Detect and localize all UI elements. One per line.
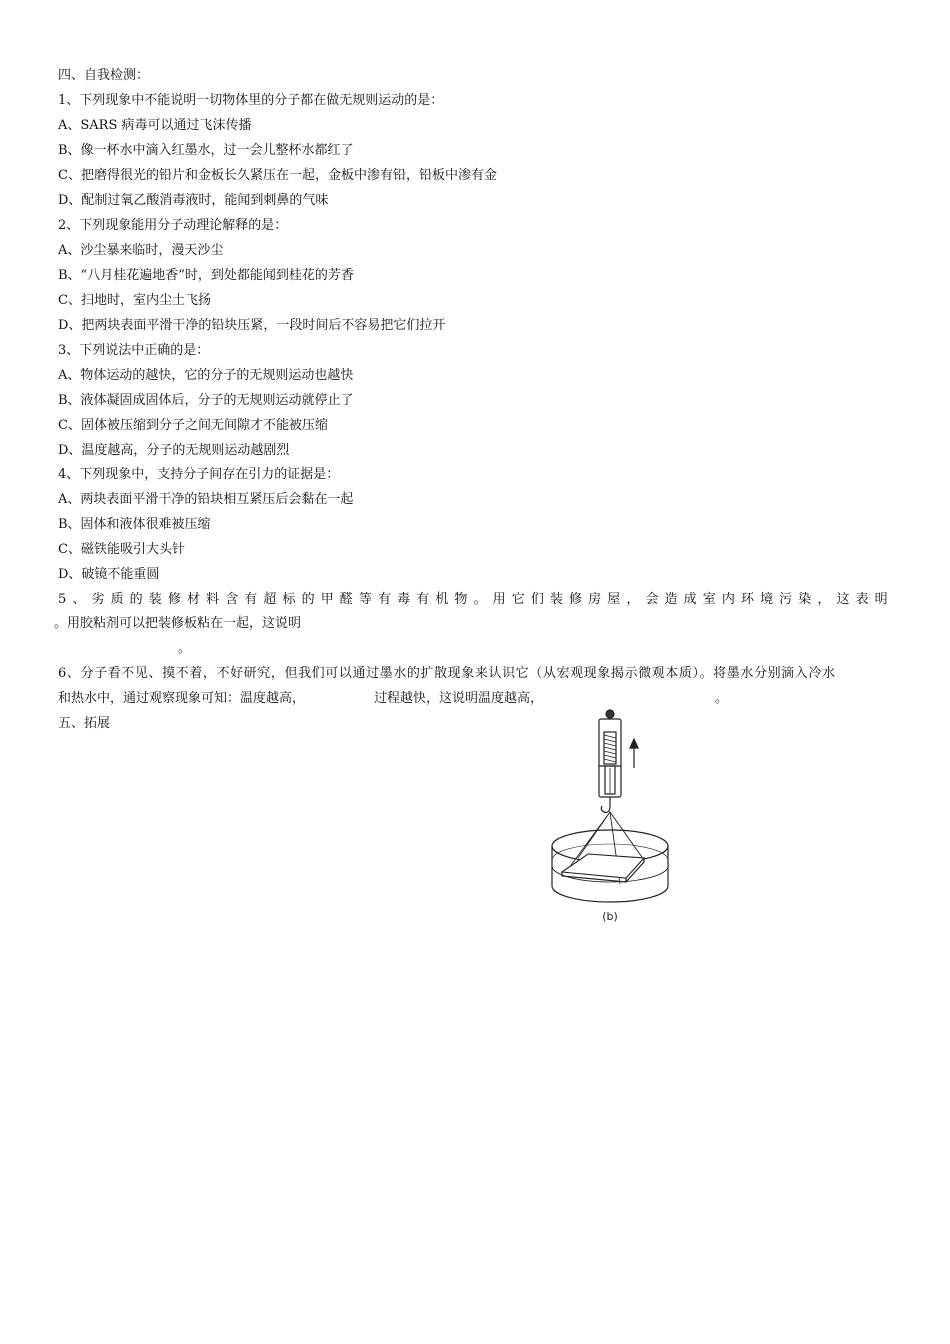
glass-plate xyxy=(562,854,644,878)
figure-caption: (b) xyxy=(602,910,618,923)
spring-scale-figure xyxy=(548,708,672,930)
question-4-option-c: C、磁铁能吸引大头针 xyxy=(58,542,185,557)
question-1-stem: 1、下列现象中不能说明一切物体里的分子都在做无规则运动的是： xyxy=(58,93,444,108)
question-2-option-d: D、把两块表面平滑干净的铅块压紧，一段时间后不容易把它们拉开 xyxy=(58,318,446,333)
question-1-option-d: D、配制过氧乙酸消毒液时，能闻到刺鼻的气味 xyxy=(58,193,329,208)
hanging-ring xyxy=(606,710,614,718)
water-container-base xyxy=(552,886,668,902)
question-5-line-1: 5、劣质的装修材料含有超标的甲醛等有毒有机物。用它们装修房屋，会造成室内环境污染，这表明 xyxy=(58,592,892,607)
question-4-option-b: B、固体和液体很难被压缩 xyxy=(58,517,211,532)
question-6-line-2-part-3: 。 xyxy=(715,691,729,706)
question-1-option-a: A、SARS 病毒可以通过飞沫传播 xyxy=(58,118,252,133)
question-6-line-1: 6、分子看不见、摸不着，不好研究，但我们可以通过墨水的扩散现象来认识它（从宏观现象揭示微观本质）。将墨水分别滴入冷水 xyxy=(58,666,836,681)
question-4-option-d: D、破镜不能重圆 xyxy=(58,567,160,582)
question-3-option-c: C、固体被压缩到分子之间无间隙才不能被压缩 xyxy=(58,418,328,433)
question-2-option-c: C、扫地时，室内尘土飞扬 xyxy=(58,293,211,308)
question-5-line-3: 。 xyxy=(178,641,192,656)
spring-coils xyxy=(604,735,616,762)
section-4-heading: 四、自我检测： xyxy=(58,68,150,83)
section-5-heading: 五、拓展 xyxy=(58,716,111,731)
question-1-option-b: B、像一杯水中滴入红墨水，过一会儿整杯水都红了 xyxy=(58,143,354,158)
question-5-line-2: 。用胶粘剂可以把装修板粘在一起，这说明 xyxy=(54,616,302,631)
question-1-option-c: C、把磨得很光的铅片和金板长久紧压在一起，金板中渗有铅，铅板中渗有金 xyxy=(58,168,497,183)
question-4-stem: 4、下列现象中，支持分子间存在引力的证据是： xyxy=(58,467,340,482)
question-2-stem: 2、下列现象能用分子动理论解释的是： xyxy=(58,218,288,233)
question-4-option-a: A、两块表面平滑干净的铅块相互紧压后会黏在一起 xyxy=(58,492,354,507)
question-2-option-a: A、沙尘暴来临时，漫天沙尘 xyxy=(58,243,224,258)
question-6-line-2-part-2: 过程越快，这说明温度越高， xyxy=(374,691,544,706)
question-3-option-d: D、温度越高，分子的无规则运动越剧烈 xyxy=(58,443,290,458)
question-3-option-b: B、液体凝固成固体后，分子的无规则运动就停止了 xyxy=(58,393,354,408)
hook xyxy=(601,797,610,812)
spring-scale-diagram xyxy=(548,708,672,930)
question-3-option-a: A、物体运动的越快，它的分子的无规则运动也越快 xyxy=(58,368,354,383)
question-3-stem: 3、下列说法中正确的是： xyxy=(58,343,210,358)
question-2-option-b: B、“八月桂花遍地香”时，到处都能闻到桂花的芳香 xyxy=(58,268,354,283)
question-6-line-2-part-1: 和热水中，通过观察现象可知：温度越高， xyxy=(58,691,306,706)
